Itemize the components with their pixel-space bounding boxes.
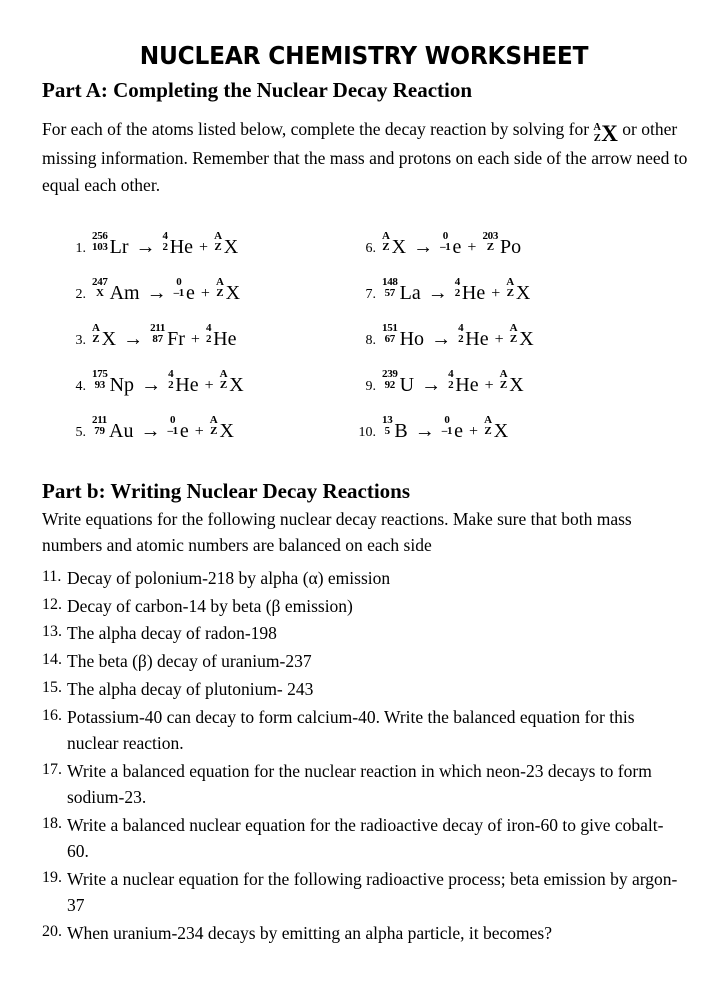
plus-operator: + <box>190 330 200 348</box>
mass-number: 0 <box>176 276 182 289</box>
nuclide-term <box>506 277 530 302</box>
atomic-number: Z <box>216 287 224 300</box>
nuclide-numbers <box>206 323 211 348</box>
question-item <box>42 866 682 919</box>
nuclide-numbers <box>92 369 108 394</box>
equation-row <box>350 211 728 257</box>
element-symbol: La <box>399 281 421 304</box>
atomic-number: 2 <box>168 379 174 392</box>
nuclide-numbers <box>92 277 108 302</box>
mass-number: 0 <box>170 414 176 427</box>
equation-number: 8. <box>365 332 376 348</box>
question-number: 15. <box>42 678 62 696</box>
element-symbol: X <box>519 327 534 350</box>
equation-body <box>382 323 534 348</box>
mass-number: A <box>209 414 218 427</box>
nuclide-term <box>442 415 463 440</box>
plus-operator: + <box>484 376 494 394</box>
element-symbol: He <box>213 327 237 350</box>
plus-operator: + <box>194 422 204 440</box>
element-symbol: He <box>455 373 479 396</box>
nuclide-numbers <box>482 231 498 256</box>
atomic-number: 87 <box>152 333 163 346</box>
equation-body <box>382 415 508 440</box>
mass-number: 175 <box>92 368 108 381</box>
reaction-arrow-icon: → <box>414 419 435 442</box>
nuclide-term <box>174 277 195 302</box>
question-item <box>42 620 682 646</box>
element-symbol: Ho <box>399 327 425 350</box>
atomic-number: 93 <box>94 379 105 392</box>
question-text: Decay of polonium-218 by alpha (α) emission <box>67 567 391 588</box>
mass-number: 4 <box>458 322 464 335</box>
nuclide-term <box>382 415 408 440</box>
reaction-arrow-icon: → <box>135 235 156 258</box>
mass-number: 13 <box>382 414 393 427</box>
reaction-arrow-icon: → <box>146 281 167 304</box>
reaction-arrow-icon: → <box>141 373 162 396</box>
equation-number: 5. <box>75 424 86 440</box>
part-b-section <box>0 479 728 946</box>
element-symbol: Po <box>500 235 522 258</box>
equation-row <box>60 303 340 349</box>
atomic-number: Z <box>499 379 507 392</box>
mass-number: 256 <box>92 230 108 243</box>
nuclide-numbers <box>92 415 107 440</box>
nuclide-term <box>510 323 534 348</box>
equation-number: 7. <box>365 286 376 302</box>
nuclide-term <box>440 231 461 256</box>
equation-body <box>92 323 236 348</box>
element-symbol: He <box>169 235 194 258</box>
atomic-number: Z <box>214 241 222 254</box>
question-number: 19. <box>42 868 62 886</box>
reaction-arrow-icon: → <box>421 373 442 396</box>
equation-body <box>92 277 240 302</box>
nuclide-term <box>214 231 238 256</box>
nuclide-numbers <box>163 231 168 256</box>
equation-row <box>350 257 728 303</box>
element-symbol: Au <box>109 419 134 442</box>
nuclide-numbers <box>92 323 100 348</box>
element-symbol: X <box>225 281 241 304</box>
mass-number: A <box>92 322 100 335</box>
nuclide-numbers <box>168 369 173 394</box>
equation-row <box>350 395 728 441</box>
question-item <box>42 704 682 757</box>
equation-number: 4. <box>75 378 86 394</box>
nuclide-numbers <box>448 369 453 394</box>
mass-number: 247 <box>92 276 108 289</box>
element-symbol: X <box>509 373 524 396</box>
question-item <box>42 593 682 619</box>
mass-number: 4 <box>448 368 454 381</box>
element-symbol: X <box>219 419 234 442</box>
part-a-instructions-lead: For each of the atoms listed below, complete the decay reaction by solving for <box>42 119 594 140</box>
question-text: Write a nuclear equation for the following radioactive process; beta emission by argon-37 <box>67 868 678 915</box>
atomic-number: 2 <box>454 287 460 300</box>
atomic-number: 79 <box>94 425 105 438</box>
mass-number: 203 <box>482 230 499 243</box>
question-item <box>42 758 682 811</box>
mass-number: 0 <box>444 414 450 427</box>
question-item <box>42 676 682 702</box>
nuclide-term <box>163 231 194 256</box>
nuclide-term <box>210 415 234 440</box>
nuclide-term <box>168 369 199 394</box>
atomic-number: 57 <box>384 287 395 300</box>
atomic-number: Z <box>382 241 390 254</box>
equation-row <box>60 257 340 303</box>
nuclide-numbers <box>506 277 514 302</box>
mass-number: A <box>509 322 518 335</box>
equation-row <box>60 349 340 395</box>
mass-number: 211 <box>92 414 107 427</box>
mass-number: 239 <box>382 368 398 381</box>
equation-body <box>92 415 234 440</box>
nuclide-term <box>484 415 508 440</box>
atomic-number: 92 <box>384 379 395 392</box>
element-symbol: X <box>515 281 531 304</box>
mass-number: A <box>219 368 228 381</box>
nuclide-numbers <box>484 415 492 440</box>
atomic-number: Z <box>484 425 492 438</box>
atomic-number: 103 <box>92 241 108 254</box>
mass-number: 4 <box>168 368 174 381</box>
reaction-arrow-icon: → <box>140 419 161 442</box>
part-b-question-list <box>0 565 728 946</box>
atomic-number: 67 <box>384 333 395 346</box>
question-item <box>42 565 682 591</box>
generic-nuclide-numbers <box>593 123 600 144</box>
question-number: 18. <box>42 814 62 832</box>
question-number: 17. <box>42 760 62 778</box>
atomic-number: 2 <box>162 241 168 254</box>
equation-number: 3. <box>75 332 86 348</box>
nuclide-numbers <box>216 277 224 302</box>
nuclide-term <box>167 415 188 440</box>
nuclide-numbers <box>382 231 390 256</box>
question-text: The alpha decay of radon-198 <box>67 623 277 644</box>
reaction-arrow-icon: → <box>123 327 144 350</box>
equation-number: 6. <box>365 240 376 256</box>
nuclide-numbers <box>382 415 392 440</box>
atomic-number: X <box>95 287 104 300</box>
nuclide-numbers <box>442 415 452 440</box>
equation-row <box>350 303 728 349</box>
element-symbol: Lr <box>109 235 129 258</box>
mass-number: 148 <box>382 276 398 289</box>
question-number: 13. <box>42 623 62 641</box>
question-text: Potassium-40 can decay to form calcium-40. Write the balanced equation for this nuclear reaction. <box>67 706 635 753</box>
page-title: NUCLEAR CHEMISTRY WORKSHEET <box>139 41 589 70</box>
nuclide-numbers <box>458 323 463 348</box>
nuclide-term <box>448 369 479 394</box>
mass-number: A <box>215 276 224 289</box>
nuclide-term <box>500 369 524 394</box>
element-symbol: Am <box>109 281 140 304</box>
question-number: 12. <box>42 595 62 613</box>
part-a-instructions <box>0 116 728 198</box>
atomic-number: Z <box>593 132 601 144</box>
nuclide-numbers <box>220 369 228 394</box>
mass-number: A <box>506 276 514 289</box>
element-symbol: X <box>493 419 509 442</box>
nuclide-term <box>382 277 421 302</box>
equation-body <box>382 231 521 256</box>
nuclide-term <box>382 323 424 348</box>
atomic-number: Z <box>210 425 218 438</box>
element-symbol: X <box>601 121 618 147</box>
element-symbol: X <box>229 373 244 396</box>
plus-operator: + <box>467 238 477 256</box>
mass-number: 4 <box>454 276 460 289</box>
nuclide-term <box>92 323 116 348</box>
nuclide-term <box>92 369 134 394</box>
element-symbol: e <box>454 419 464 442</box>
mass-number: 151 <box>382 322 398 335</box>
atomic-number: 2 <box>205 333 212 346</box>
element-symbol: X <box>223 235 239 258</box>
plus-operator: + <box>204 376 214 394</box>
nuclide-numbers <box>500 369 508 394</box>
nuclide-term <box>382 369 414 394</box>
plus-operator: + <box>494 330 504 348</box>
equation-body <box>92 369 244 394</box>
element-symbol: B <box>394 419 408 442</box>
element-symbol: U <box>399 373 415 396</box>
nuclide-numbers <box>167 415 177 440</box>
generic-nuclide-notation <box>593 119 618 146</box>
equation-number: 1. <box>75 240 86 256</box>
nuclide-numbers <box>382 277 398 302</box>
nuclide-numbers <box>382 323 398 348</box>
equation-body <box>382 369 524 394</box>
nuclide-term <box>220 369 244 394</box>
atomic-number: –1 <box>167 425 178 438</box>
question-text: When uranium-234 decays by emitting an alpha particle, it becomes? <box>67 922 552 943</box>
plus-operator: + <box>199 238 209 256</box>
atomic-number: –1 <box>441 425 453 438</box>
nuclide-term <box>92 277 140 302</box>
part-a-equation-grid <box>0 211 728 441</box>
atomic-number: Z <box>219 379 227 392</box>
nuclide-term <box>382 231 406 256</box>
atomic-number: 2 <box>448 379 454 392</box>
atomic-number: 5 <box>384 425 390 438</box>
part-a-heading: Part A: Completing the Nuclear Decay Reaction <box>42 78 473 102</box>
part-a-instructions-tail: or other missing information. Remember that the mass and protons on each side of the arrow need to equal each other. <box>42 119 688 195</box>
equation-column-left <box>0 211 340 441</box>
question-text: The alpha decay of plutonium- 243 <box>67 678 314 699</box>
mass-number: 4 <box>205 322 212 335</box>
equation-number: 9. <box>365 378 376 394</box>
element-symbol: He <box>465 327 489 350</box>
equation-body <box>92 231 238 256</box>
nuclide-term <box>150 323 185 348</box>
element-symbol: Np <box>109 373 135 396</box>
plus-operator: + <box>200 284 210 302</box>
mass-number: 211 <box>150 322 166 335</box>
mass-number: 4 <box>162 230 168 243</box>
nuclide-numbers <box>174 277 184 302</box>
atomic-number: Z <box>509 333 517 346</box>
mass-number: A <box>382 230 390 243</box>
element-symbol: e <box>179 419 189 442</box>
question-text: Write a balanced equation for the nuclear reaction in which neon-23 decays to form sodium-23. <box>67 760 652 807</box>
atomic-number: Z <box>486 241 494 254</box>
reaction-arrow-icon: → <box>413 235 434 258</box>
plus-operator: + <box>469 422 479 440</box>
equation-column-right <box>340 211 728 441</box>
atomic-number: Z <box>506 287 514 300</box>
equation-number: 2. <box>75 286 86 302</box>
mass-number: A <box>214 230 222 243</box>
part-b-instructions: Write equations for the following nuclear decay reactions. Make sure that both mass numbers and atomic numbers are balanced on each side <box>42 508 632 556</box>
atomic-number: Z <box>92 333 100 346</box>
element-symbol: X <box>101 327 117 350</box>
nuclide-numbers <box>210 415 218 440</box>
nuclide-term <box>92 415 133 440</box>
question-text: Write a balanced nuclear equation for the radioactive decay of iron-60 to give cobalt-60. <box>67 814 664 861</box>
nuclide-term <box>206 323 237 348</box>
nuclide-term <box>216 277 240 302</box>
nuclide-numbers <box>440 231 450 256</box>
reaction-arrow-icon: → <box>431 327 452 350</box>
mass-number: A <box>484 414 492 427</box>
mass-number: A <box>499 368 508 381</box>
question-text: The beta (β) decay of uranium-237 <box>67 651 312 672</box>
element-symbol: He <box>175 373 199 396</box>
nuclide-term <box>455 277 486 302</box>
atomic-number: 2 <box>458 333 464 346</box>
worksheet-page <box>0 43 728 985</box>
atomic-number: –1 <box>173 287 185 300</box>
nuclide-term <box>92 231 129 256</box>
question-number: 11. <box>42 567 62 585</box>
question-number: 14. <box>42 651 62 669</box>
equation-row <box>350 349 728 395</box>
part-b-heading: Part b: Writing Nuclear Decay Reactions <box>42 478 411 503</box>
element-symbol: e <box>186 281 195 304</box>
plus-operator: + <box>491 284 501 302</box>
nuclide-term <box>458 323 489 348</box>
reaction-arrow-icon: → <box>427 281 448 304</box>
element-symbol: Fr <box>167 327 185 350</box>
nuclide-numbers <box>455 277 460 302</box>
question-number: 20. <box>42 922 62 940</box>
equation-row <box>60 395 340 441</box>
element-symbol: X <box>391 235 407 258</box>
mass-number: 0 <box>442 230 448 243</box>
nuclide-term <box>482 231 521 256</box>
question-text: Decay of carbon-14 by beta (β emission) <box>67 595 353 616</box>
nuclide-numbers <box>150 323 165 348</box>
equation-body <box>382 277 530 302</box>
nuclide-numbers <box>92 231 108 256</box>
equation-row <box>60 211 340 257</box>
nuclide-numbers <box>214 231 222 256</box>
element-symbol: e <box>452 235 462 258</box>
question-item <box>42 648 682 674</box>
question-number: 16. <box>42 706 62 724</box>
mass-number: A <box>593 122 601 134</box>
question-item <box>42 812 682 865</box>
atomic-number: –1 <box>440 241 451 254</box>
equation-number: 10. <box>358 424 376 440</box>
nuclide-numbers <box>382 369 398 394</box>
element-symbol: He <box>461 281 486 304</box>
nuclide-numbers <box>510 323 518 348</box>
